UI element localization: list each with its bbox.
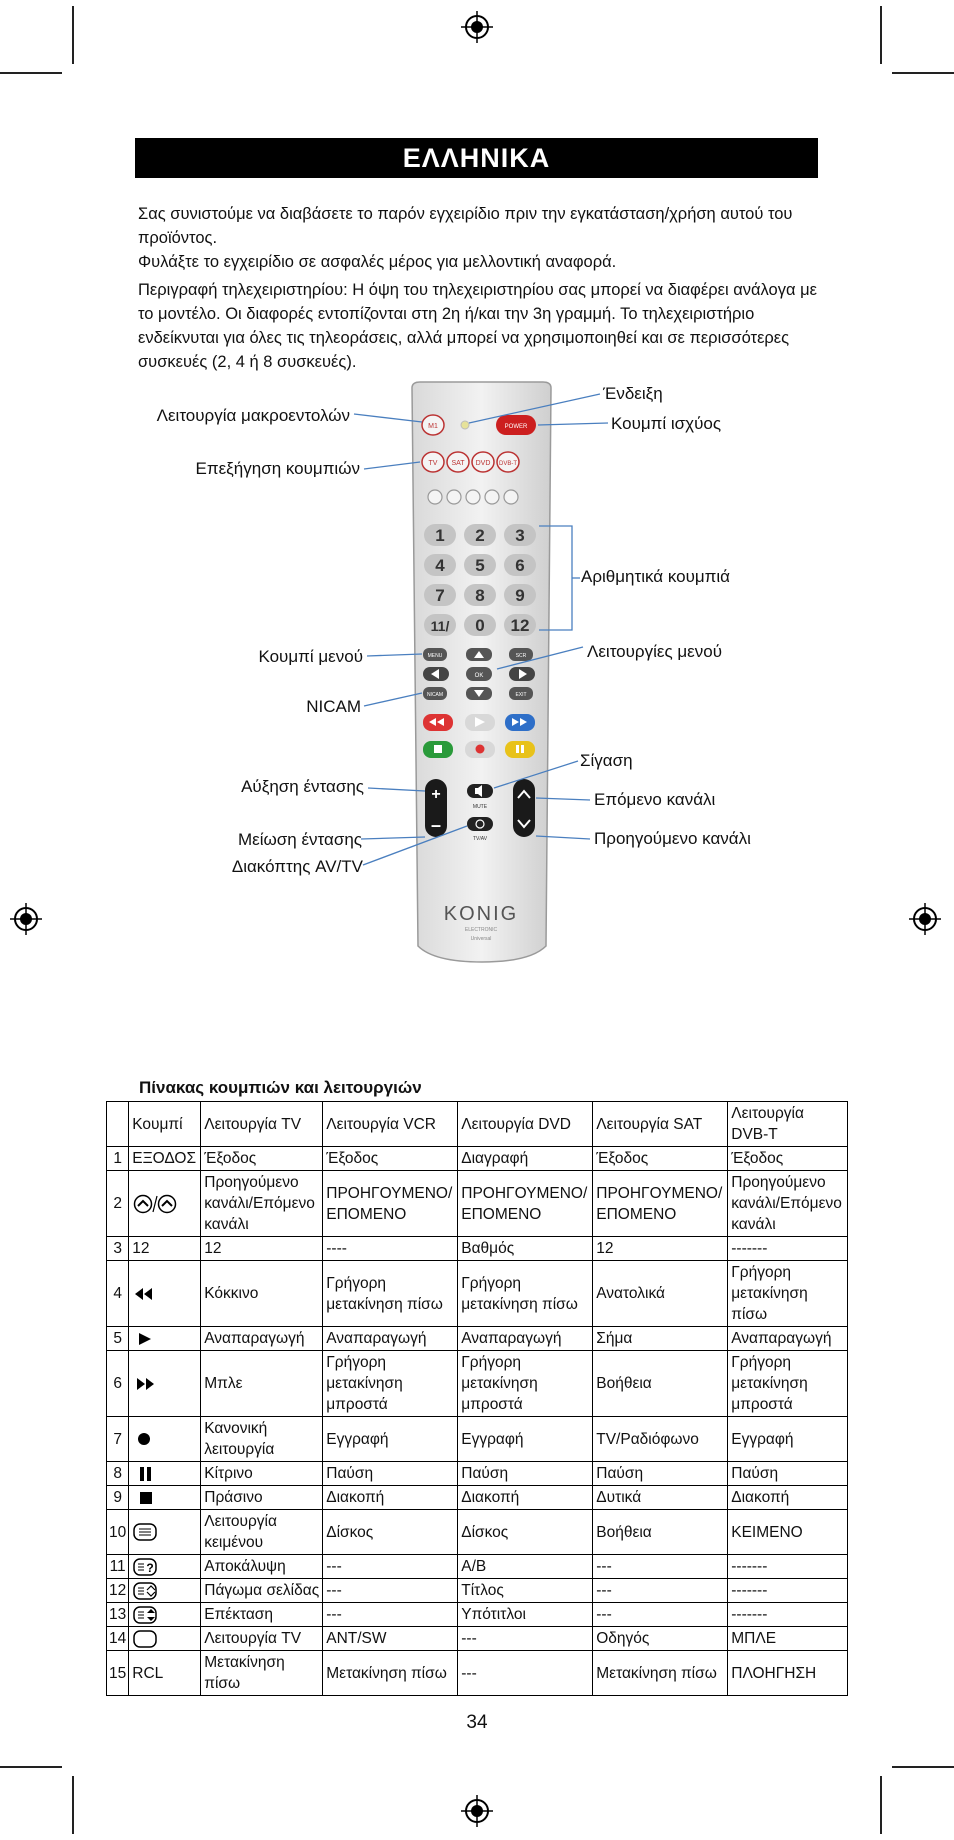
dvbt-cell: Γρήγορη μετακίνηση μπροστά bbox=[728, 1351, 848, 1417]
tv-cell: Έξοδος bbox=[201, 1147, 323, 1171]
row-number: 5 bbox=[107, 1327, 129, 1351]
number-label: 6 bbox=[515, 556, 525, 575]
pause-icon bbox=[132, 1466, 158, 1482]
row-number: 1 bbox=[107, 1147, 129, 1171]
dvd-cell: Διακοπή bbox=[458, 1486, 593, 1510]
dvbt-cell: Εγγραφή bbox=[728, 1417, 848, 1462]
key-cell bbox=[129, 1462, 201, 1486]
table-row bbox=[107, 1417, 848, 1462]
brand-logo: KONIG bbox=[443, 903, 519, 925]
vcr-cell: Εγγραφή bbox=[323, 1417, 458, 1462]
key-cell bbox=[129, 1417, 201, 1462]
dvbt-cell: Έξοδος bbox=[728, 1147, 848, 1171]
rewind-icon bbox=[132, 1286, 158, 1302]
dvd-cell: Υπότιτλοι bbox=[458, 1603, 593, 1627]
ok-button-label: OK bbox=[474, 673, 484, 679]
record-icon bbox=[132, 1431, 158, 1447]
tv-cell: Πράσινο bbox=[201, 1486, 323, 1510]
number-label: 3 bbox=[515, 526, 525, 545]
dvd-cell: Γρήγορη μετακίνηση μπροστά bbox=[458, 1351, 593, 1417]
tv-mode-button[interactable] bbox=[504, 490, 518, 504]
row-number: 8 bbox=[107, 1462, 129, 1486]
dvd-cell: Γρήγορη μετακίνηση πίσω bbox=[458, 1261, 593, 1327]
play-icon bbox=[132, 1331, 158, 1347]
sat-device-label: SAT bbox=[451, 460, 465, 467]
volume-down-icon: – bbox=[430, 815, 442, 835]
row-number: 9 bbox=[107, 1486, 129, 1510]
callout-line bbox=[361, 837, 425, 839]
menu-cluster bbox=[423, 648, 535, 700]
exit-button-label: EXIT bbox=[515, 692, 527, 698]
tv-cell: Επέκταση bbox=[201, 1603, 323, 1627]
pause-icon bbox=[521, 745, 524, 753]
number-label: 0 bbox=[475, 616, 485, 635]
header-cell: Λειτουργία TV bbox=[201, 1102, 323, 1147]
number-label: 8 bbox=[475, 586, 485, 605]
channel-up-down-icon bbox=[132, 1193, 178, 1215]
sat-cell: Ανατολικά bbox=[593, 1261, 728, 1327]
row-number: 14 bbox=[107, 1627, 129, 1651]
number-label: 11/ bbox=[430, 618, 450, 634]
macro-button-label: M1 bbox=[428, 423, 438, 430]
table-row bbox=[107, 1510, 848, 1555]
vcr-cell: ---- bbox=[323, 1237, 458, 1261]
svg-text:?: ? bbox=[146, 1560, 154, 1575]
nicam-button-label: NICAM bbox=[426, 692, 444, 698]
sat-cell: Μετακίνηση πίσω bbox=[593, 1651, 728, 1696]
tv-cell: 12 bbox=[201, 1237, 323, 1261]
key-cell bbox=[129, 1603, 201, 1627]
crop-mark bbox=[880, 6, 882, 64]
dvbt-cell: ΚΕΙΜΕΝΟ bbox=[728, 1510, 848, 1555]
label-macro: Λειτουργία μακροεντολών bbox=[156, 406, 350, 425]
tv-cell: Αναπαραγωγή bbox=[201, 1327, 323, 1351]
header-cell: Λειτουργία SAT bbox=[593, 1102, 728, 1147]
dvbt-cell: ΠΛΟΗΓΗΣΗ bbox=[728, 1651, 848, 1696]
row-number: 4 bbox=[107, 1261, 129, 1327]
tv-device-label: TV bbox=[428, 460, 438, 467]
dvd-cell: Εγγραφή bbox=[458, 1417, 593, 1462]
number-label: 4 bbox=[435, 556, 445, 575]
vcr-cell: Γρήγορη μετακίνηση μπροστά bbox=[323, 1351, 458, 1417]
row-number: 3 bbox=[107, 1237, 129, 1261]
tv-cell: Κίτρινο bbox=[201, 1462, 323, 1486]
tv-cell: Λειτουργία TV bbox=[201, 1627, 323, 1651]
dvd-cell: A/B bbox=[458, 1555, 593, 1579]
row-number: 12 bbox=[107, 1579, 129, 1603]
key-cell bbox=[129, 1579, 201, 1603]
stop-icon bbox=[434, 745, 442, 753]
vcr-cell: --- bbox=[323, 1603, 458, 1627]
menu-button-label: MENU bbox=[427, 653, 443, 659]
registration-mark-icon bbox=[460, 1794, 494, 1828]
vcr-cell: Έξοδος bbox=[323, 1147, 458, 1171]
crop-mark bbox=[892, 1766, 954, 1768]
label-power: Κουμπί ισχύος bbox=[611, 414, 722, 433]
hold-icon bbox=[132, 1581, 158, 1601]
volume-up-icon: + bbox=[431, 786, 441, 803]
vcr-cell: ΠΡΟΗΓΟΥΜΕΝΟ/ ΕΠΟΜΕΝΟ bbox=[323, 1171, 458, 1237]
mute-button-label: MUTE bbox=[472, 804, 488, 810]
brand-subtitle: ELECTRONIC bbox=[464, 927, 498, 933]
key-cell bbox=[129, 1171, 201, 1237]
sat-cell: Παύση bbox=[593, 1462, 728, 1486]
label-nicam: NICAM bbox=[306, 697, 361, 716]
crop-mark bbox=[72, 1776, 74, 1834]
tv-cell: Πάγωμα σελίδας bbox=[201, 1579, 323, 1603]
dvbt-device-label: DVB-T bbox=[499, 461, 517, 467]
table-row bbox=[107, 1486, 848, 1510]
crop-mark bbox=[0, 72, 62, 74]
dvd-cell: Βαθμός bbox=[458, 1237, 593, 1261]
tv-av-button[interactable] bbox=[467, 817, 493, 831]
vcr-cell: --- bbox=[323, 1555, 458, 1579]
key-cell: RCL bbox=[129, 1651, 201, 1696]
vcr-cell: Διακοπή bbox=[323, 1486, 458, 1510]
vcr-cell: Μετακίνηση πίσω bbox=[323, 1651, 458, 1696]
tv-cell: Μπλε bbox=[201, 1351, 323, 1417]
dvd-device-label: DVD bbox=[475, 460, 491, 467]
dvd-cell: Διαγραφή bbox=[458, 1147, 593, 1171]
vcr-cell: Γρήγορη μετακίνηση πίσω bbox=[323, 1261, 458, 1327]
label-av-switch: Διακόπτης AV/TV bbox=[231, 857, 363, 876]
tv-cell: Προηγούμενο κανάλι/Επόμενο κανάλι bbox=[201, 1171, 323, 1237]
table-row bbox=[107, 1579, 848, 1603]
pause-icon bbox=[516, 745, 519, 753]
sat-cell: TV/Ραδιόφωνο bbox=[593, 1417, 728, 1462]
key-cell: 12 bbox=[129, 1237, 201, 1261]
vcr-cell: ANT/SW bbox=[323, 1627, 458, 1651]
key-cell bbox=[129, 1351, 201, 1417]
page-heading: ΕΛΛΗΝΙΚΑ bbox=[135, 138, 818, 178]
power-button-label: POWER bbox=[504, 424, 528, 430]
label-volume-down: Μείωση έντασης bbox=[238, 830, 362, 849]
header-cell: Λειτουργία VCR bbox=[323, 1102, 458, 1147]
sat-cell: Βοήθεια bbox=[593, 1351, 728, 1417]
indicator-led bbox=[461, 421, 469, 429]
dvd-cell: Τίτλος bbox=[458, 1579, 593, 1603]
dvd-cell: --- bbox=[458, 1627, 593, 1651]
table-row bbox=[107, 1171, 848, 1237]
teletext-icon bbox=[132, 1522, 158, 1542]
table-row bbox=[107, 1327, 848, 1351]
callout-line bbox=[364, 693, 422, 706]
number-label: 12 bbox=[510, 616, 530, 635]
table-row bbox=[107, 1351, 848, 1417]
sat-cell: --- bbox=[593, 1555, 728, 1579]
table-row bbox=[107, 1651, 848, 1696]
key-cell bbox=[129, 1555, 201, 1579]
teletext-button[interactable] bbox=[428, 490, 442, 504]
row-number: 15 bbox=[107, 1651, 129, 1696]
label-mute: Σίγαση bbox=[580, 751, 633, 770]
key-cell bbox=[129, 1486, 201, 1510]
crop-mark bbox=[72, 6, 74, 64]
key-cell bbox=[129, 1627, 201, 1651]
tv-cell: Λειτουργία κειμένου bbox=[201, 1510, 323, 1555]
row-number: 10 bbox=[107, 1510, 129, 1555]
key-cell bbox=[129, 1261, 201, 1327]
sat-cell: Έξοδος bbox=[593, 1147, 728, 1171]
table-row bbox=[107, 1462, 848, 1486]
label-indicator: Ένδειξη bbox=[603, 384, 663, 403]
sat-cell: Δυτικά bbox=[593, 1486, 728, 1510]
tv-av-button-label: TV/AV bbox=[472, 836, 488, 842]
row-number: 11 bbox=[107, 1555, 129, 1579]
sat-cell: ΠΡΟΗΓΟΥΜΕΝΟ/ ΕΠΟΜΕΝΟ bbox=[593, 1171, 728, 1237]
remote-diagram bbox=[0, 380, 954, 1060]
fast-forward-icon bbox=[132, 1376, 158, 1392]
function-table bbox=[106, 1101, 848, 1696]
table-row bbox=[107, 1603, 848, 1627]
crop-mark bbox=[880, 1776, 882, 1834]
stop-icon bbox=[132, 1490, 158, 1506]
header-cell bbox=[107, 1102, 129, 1147]
number-label: 9 bbox=[515, 586, 525, 605]
header-cell: Κουμπί bbox=[129, 1102, 201, 1147]
sat-cell: Βοήθεια bbox=[593, 1510, 728, 1555]
dvbt-cell: ------- bbox=[728, 1237, 848, 1261]
dvbt-cell: Προηγούμενο κανάλι/Επόμενο κανάλι bbox=[728, 1171, 848, 1237]
dvbt-cell: Γρήγορη μετακίνηση πίσω bbox=[728, 1261, 848, 1327]
dvd-cell: Αναπαραγωγή bbox=[458, 1327, 593, 1351]
table-header-row bbox=[107, 1102, 848, 1147]
page-number: 34 bbox=[466, 1712, 488, 1733]
dvbt-cell: ------- bbox=[728, 1603, 848, 1627]
vcr-cell: Δίσκος bbox=[323, 1510, 458, 1555]
dvbt-cell: Αναπαραγωγή bbox=[728, 1327, 848, 1351]
tv-cell: Αποκάλυψη bbox=[201, 1555, 323, 1579]
brand-subtitle: Universal bbox=[470, 936, 492, 942]
sat-cell: --- bbox=[593, 1603, 728, 1627]
label-volume-up: Αύξηση έντασης bbox=[241, 777, 364, 796]
sat-cell: Σήμα bbox=[593, 1327, 728, 1351]
callout-line bbox=[364, 462, 420, 469]
tv-cell: Κόκκινο bbox=[201, 1261, 323, 1327]
row-number: 2 bbox=[107, 1171, 129, 1237]
hold-button[interactable] bbox=[466, 490, 480, 504]
intro-paragraph: Σας συνιστούμε να διαβάσετε το παρόν εγχειρίδιο πριν την εγκατάσταση/χρήση αυτού του προϊόντος. bbox=[138, 205, 793, 247]
dvd-cell: --- bbox=[458, 1651, 593, 1696]
label-menu-button: Κουμπί μενού bbox=[258, 647, 363, 666]
dvd-cell: Δίσκος bbox=[458, 1510, 593, 1555]
key-cell bbox=[129, 1327, 201, 1351]
sat-cell: --- bbox=[593, 1579, 728, 1603]
table-row bbox=[107, 1555, 848, 1579]
intro-paragraph: Περιγραφή τηλεχειριστηρίου: Η όψη του τηλεχειριστηρίου σας μπορεί να διαφέρει ανάλογα με το μοντέλο. Οι διαφορές εντοπίζονται στη 2η ή/και την 3η γραμμή. Το τηλεχειριστήριο ενδείκνυται για όλες τις τηλεοράσεις, αλλά μπορεί να χρησιμοποιηθεί και σε περισσότερες συσκευές (2, 4 ή 8 συσκευές). bbox=[138, 281, 817, 371]
header-cell: Λειτουργία DVB-T bbox=[728, 1102, 848, 1147]
record-icon bbox=[476, 745, 485, 754]
table-caption: Πίνακας κουμπιών και λειτουργιών bbox=[139, 1078, 422, 1097]
table-row bbox=[107, 1261, 848, 1327]
scr-button-label: SCR bbox=[515, 653, 527, 659]
expand-icon bbox=[132, 1605, 158, 1625]
label-menu-functions: Λειτουργίες μενού bbox=[587, 642, 723, 661]
dvbt-cell: ΜΠΛΕ bbox=[728, 1627, 848, 1651]
intro-paragraph: Φυλάξτε το εγχειρίδιο σε ασφαλές μέρος για μελλοντική αναφορά. bbox=[138, 253, 617, 271]
tv-mode-icon bbox=[132, 1629, 158, 1649]
tv-cell: Μετακίνηση πίσω bbox=[201, 1651, 323, 1696]
label-numeric: Αριθμητικά κουμπιά bbox=[581, 567, 730, 586]
table-row bbox=[107, 1237, 848, 1261]
tv-cell: Κανονική λειτουργία bbox=[201, 1417, 323, 1462]
label-prev-channel: Προηγούμενο κανάλι bbox=[594, 829, 751, 848]
dvbt-cell: Διακοπή bbox=[728, 1486, 848, 1510]
vcr-cell: --- bbox=[323, 1579, 458, 1603]
row-number: 7 bbox=[107, 1417, 129, 1462]
reveal-button[interactable] bbox=[447, 490, 461, 504]
label-next-channel: Επόμενο κανάλι bbox=[594, 790, 716, 809]
pause-button[interactable] bbox=[505, 741, 535, 758]
vcr-cell: Αναπαραγωγή bbox=[323, 1327, 458, 1351]
dvbt-cell: ------- bbox=[728, 1555, 848, 1579]
vcr-cell: Παύση bbox=[323, 1462, 458, 1486]
registration-mark-icon bbox=[460, 10, 494, 44]
dvbt-cell: ------- bbox=[728, 1579, 848, 1603]
number-label: 2 bbox=[475, 526, 485, 545]
sat-cell: Οδηγός bbox=[593, 1627, 728, 1651]
number-label: 7 bbox=[435, 586, 445, 605]
expand-button[interactable] bbox=[485, 490, 499, 504]
header-cell: Λειτουργία DVD bbox=[458, 1102, 593, 1147]
key-cell bbox=[129, 1510, 201, 1555]
reveal-icon bbox=[132, 1557, 158, 1577]
row-number: 6 bbox=[107, 1351, 129, 1417]
dvd-cell: Παύση bbox=[458, 1462, 593, 1486]
row-number: 13 bbox=[107, 1603, 129, 1627]
sat-cell: 12 bbox=[593, 1237, 728, 1261]
label-explain: Επεξήγηση κουμπιών bbox=[195, 459, 360, 478]
table-row bbox=[107, 1147, 848, 1171]
crop-mark bbox=[892, 72, 954, 74]
number-label: 1 bbox=[435, 526, 445, 545]
callout-line bbox=[367, 654, 422, 656]
dvbt-cell: Παύση bbox=[728, 1462, 848, 1486]
table-row bbox=[107, 1627, 848, 1651]
dvd-cell: ΠΡΟΗΓΟΥΜΕΝΟ/ ΕΠΟΜΕΝΟ bbox=[458, 1171, 593, 1237]
key-cell: ΕΞΟΔΟΣ bbox=[129, 1147, 201, 1171]
number-label: 5 bbox=[475, 556, 485, 575]
crop-mark bbox=[0, 1766, 62, 1768]
